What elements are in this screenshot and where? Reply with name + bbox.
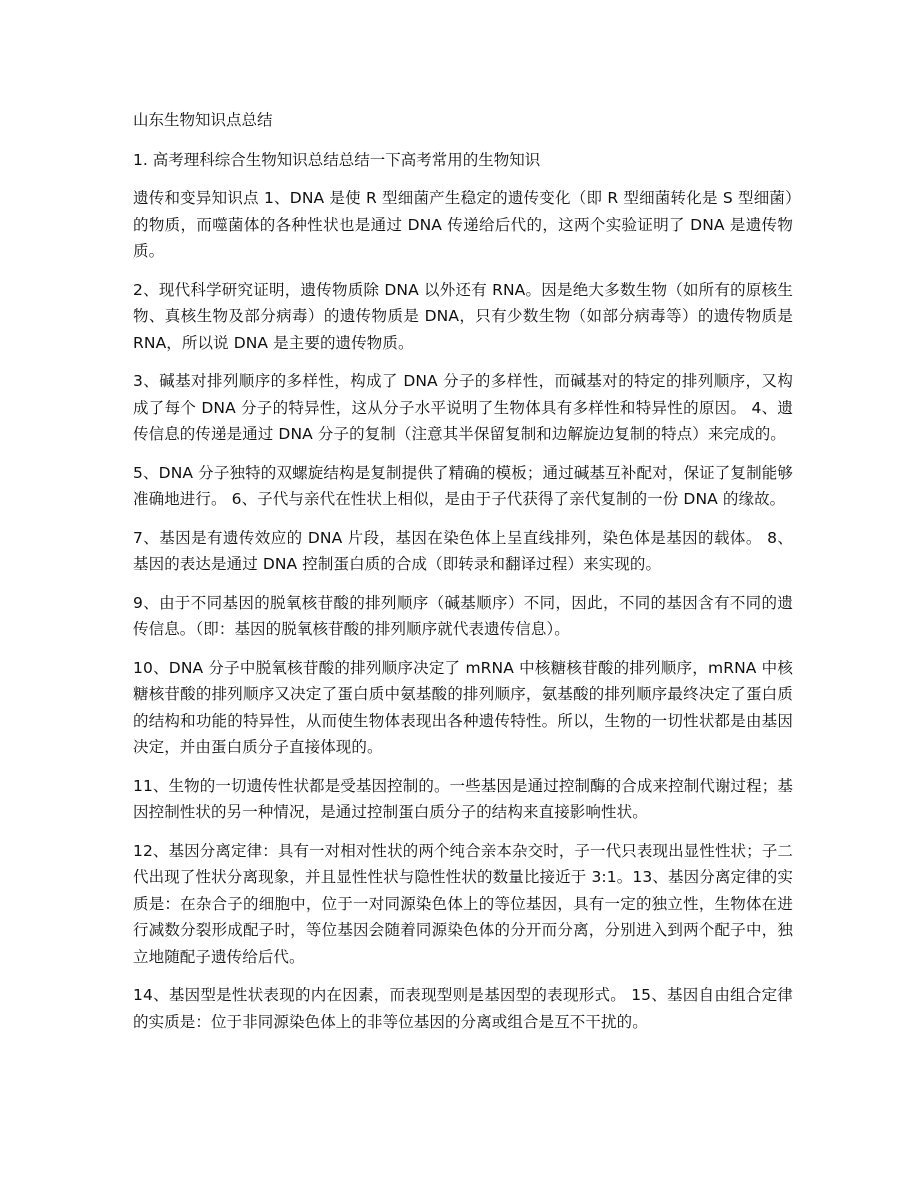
paragraph: 10、DNA 分子中脱氧核苷酸的排列顺序决定了 mRNA 中核糖核苷酸的排列顺序，mRNA 中核糖核苷酸的排列顺序又决定了蛋白质中氨基酸的排列顺序，氨基酸的排列顺序最终决定了蛋白质的结构和功能的特异性，从而使生物体表现出各种遗传特性。所以，生物的一切性状都是由基因决定，并由蛋白质分子直接体现的。: [133, 658, 793, 756]
paragraph: 2、现代科学研究证明，遗传物质除 DNA 以外还有 RNA。因是绝大多数生物（如所有的原核生物、真核生物及部分病毒）的遗传物质是 DNA，只有少数生物（如部分病毒等）的遗传物质是 RNA，所以说 DNA 是主要的遗传物质。: [133, 280, 793, 352]
paragraph: 9、由于不同基因的脱氧核苷酸的排列顺序（碱基顺序）不同，因此，不同的基因含有不同的遗传信息。（即：基因的脱氧核苷酸的排列顺序就代表遗传信息）。: [133, 593, 793, 638]
paragraph: 14、基因型是性状表现的内在因素，而表现型则是基因型的表现形式。 15、基因自由组合定律的实质是：位于非同源染色体上的非等位基因的分离或组合是互不干扰的。: [133, 986, 793, 1031]
paragraph: 7、基因是有遗传效应的 DNA 片段，基因在染色体上呈直线排列，染色体是基因的载体。 8、基因的表达是通过 DNA 控制蛋白质的合成（即转录和翻译过程）来实现的。: [133, 528, 793, 573]
paragraph: 遗传和变异知识点 1、DNA 是使 R 型细菌产生稳定的遗传变化（即 R 型细菌转化是 S 型细菌）的物质，而噬菌体的各种性状也是通过 DNA 传递给后代的，这两个实验证明了 DNA 是遗传物质。: [133, 189, 793, 260]
paragraph: 5、DNA 分子独特的双螺旋结构是复制提供了精确的模板；通过碱基互补配对，保证了复制能够准确地进行。 6、子代与亲代在性状上相似，是由于子代获得了亲代复制的一份 DNA 的缘故。: [133, 463, 793, 508]
paragraph: 3、碱基对排列顺序的多样性，构成了 DNA 分子的多样性，而碱基对的特定的排列顺序，又构成了每个 DNA 分子的特异性，这从分子水平说明了生物体具有多样性和特异性的原因。 4、遗传信息的传递是通过 DNA 分子的复制（注意其半保留复制和边解旋边复制的特点）来完成的。: [133, 372, 793, 443]
section-heading: 1. 高考理科综合生物知识总结总结一下高考常用的生物知识: [133, 151, 541, 169]
document-page: [133, 106, 793, 1047]
document-title: 山东生物知识点总结: [133, 111, 273, 129]
paragraph: 11、生物的一切遗传性状都是受基因控制的。一些基因是通过控制酶的合成来控制代谢过程；基因控制性状的另一种情况，是通过控制蛋白质分子的结构来直接影响性状。: [133, 776, 793, 821]
paragraph: 12、基因分离定律：具有一对相对性状的两个纯合亲本杂交时，子一代只表现出显性性状；子二代出现了性状分离现象，并且显性性状与隐性性状的数量比接近于 3:1。13、基因分离定律的实质是：在杂合子的细胞中，位于一对同源染色体上的等位基因，具有一定的独立性，生物体在进行减数分裂形成配子时，等位基因会随着同源染色体的分开而分离，分别进入到两个配子中，独立地随配子遗传给后代。: [133, 841, 793, 966]
